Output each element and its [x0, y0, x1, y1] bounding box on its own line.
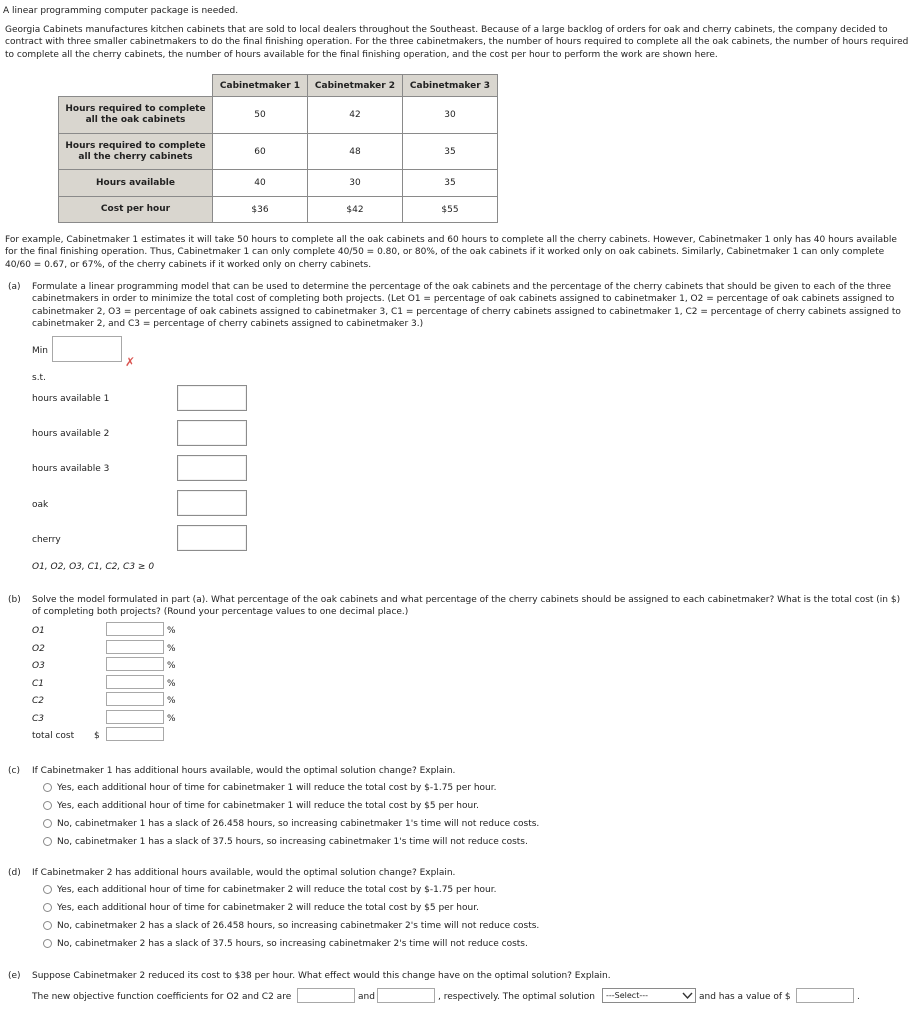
percent-unit: %	[167, 626, 176, 636]
table-cell: 40	[213, 170, 308, 197]
dollar-sign: $	[94, 731, 100, 741]
table-row	[59, 197, 498, 223]
problem-header: A linear programming computer package is needed.	[3, 6, 239, 16]
min-label: Min	[32, 346, 48, 356]
option-label[interactable]: No, cabinetmaker 2 has a slack of 37.5 hours, so increasing cabinetmaker 2's time will not reduce costs.	[57, 939, 528, 949]
var-label: C1	[32, 679, 45, 689]
option-label[interactable]: No, cabinetmaker 1 has a slack of 26.458 hours, so increasing cabinetmaker 1's time will not reduce costs.	[57, 819, 540, 829]
constraint-label: hours available 2	[32, 429, 110, 439]
constraint-label: hours available 3	[32, 464, 110, 474]
constraint-input-cherry[interactable]	[177, 525, 247, 551]
column-header: Cabinetmaker 1	[213, 75, 308, 97]
part-a-label: (a)	[8, 282, 21, 292]
table-cell: $42	[308, 197, 403, 223]
column-header: Cabinetmaker 3	[403, 75, 498, 97]
radio-button[interactable]	[43, 801, 52, 810]
row-label: Hours available	[59, 170, 213, 197]
var-label: O2	[32, 644, 45, 654]
var-label: C2	[32, 696, 45, 706]
part-e-question: Suppose Cabinetmaker 2 reduced its cost to $38 per hour. What effect would this change have on the optimal solution? Explain.	[32, 971, 611, 981]
var-label: C3	[32, 714, 45, 724]
value-input[interactable]	[796, 988, 854, 1003]
constraint-input-oak[interactable]	[177, 490, 247, 516]
table-cell: 48	[308, 134, 403, 170]
option-label[interactable]: Yes, each additional hour of time for cabinetmaker 2 will reduce the total cost by $5 per hour.	[57, 903, 479, 913]
radio-button[interactable]	[43, 885, 52, 894]
var-label: O1	[32, 626, 45, 636]
option-label[interactable]: Yes, each additional hour of time for cabinetmaker 2 will reduce the total cost by $-1.75 per hour.	[57, 885, 497, 895]
o2-coefficient-input[interactable]	[297, 988, 355, 1003]
percent-unit: %	[167, 714, 176, 724]
o2-input[interactable]	[106, 640, 164, 654]
table-row	[59, 134, 498, 170]
option-label[interactable]: No, cabinetmaker 2 has a slack of 26.458 hours, so increasing cabinetmaker 2's time will not reduce costs.	[57, 921, 540, 931]
incorrect-mark-icon: ✗	[125, 355, 136, 369]
option-label[interactable]: Yes, each additional hour of time for cabinetmaker 1 will reduce the total cost by $-1.75 per hour.	[57, 783, 497, 793]
table-cell: 30	[308, 170, 403, 197]
table-cell: 42	[308, 97, 403, 134]
row-label: Cost per hour	[59, 197, 213, 223]
constraint-input-hours-1[interactable]	[177, 385, 247, 411]
radio-button[interactable]	[43, 939, 52, 948]
part-c-label: (c)	[8, 766, 20, 776]
chevron-down-icon	[681, 989, 694, 1004]
table-cell: $55	[403, 197, 498, 223]
part-a-question: Formulate a linear programming model that can be used to determine the percentage of the oak cabinets and the percentage of the cherry cabinets that should be given to each of the three cabinetmakers in order to minimize the total cost of completing both projects. (Let O1 = percentage of oak cabinets assigned to cabinetmaker 1, O2 = percentage of oak cabinets assigned to cabinetmaker 2, O3 = percentage of oak cabinets assigned to cabinetmaker 3, C1 = percentage of cherry cabinets assigned to cabinetmaker 1, C2 = percentage of cherry cabinets assigned to cabinetmaker 2, and C3 = percentage of cherry cabinets assigned to cabinetmaker 3.)	[32, 282, 901, 329]
table-row	[59, 170, 498, 197]
table-corner	[59, 75, 213, 97]
solution-select[interactable]	[602, 988, 696, 1003]
row-label: Hours required to complete all the oak cabinets	[59, 97, 213, 134]
st-label: s.t.	[32, 373, 46, 383]
part-b-label: (b)	[8, 595, 21, 605]
radio-button[interactable]	[43, 783, 52, 792]
table-cell: 35	[403, 170, 498, 197]
constraint-input-hours-3[interactable]	[177, 455, 247, 481]
radio-button[interactable]	[43, 819, 52, 828]
constraint-input-hours-2[interactable]	[177, 420, 247, 446]
table-cell: 50	[213, 97, 308, 134]
constraint-label: hours available 1	[32, 394, 110, 404]
column-header: Cabinetmaker 2	[308, 75, 403, 97]
percent-unit: %	[167, 661, 176, 671]
table-cell: 35	[403, 134, 498, 170]
percent-unit: %	[167, 644, 176, 654]
select-value: ---Select---	[606, 991, 648, 1000]
percent-unit: %	[167, 696, 176, 706]
table-cell: 30	[403, 97, 498, 134]
constraint-label: oak	[32, 500, 49, 510]
final-period: .	[857, 992, 860, 1002]
table-cell: $36	[213, 197, 308, 223]
sentence-start: The new objective function coefficients for O2 and C2 are	[32, 992, 292, 1002]
table-cell: 60	[213, 134, 308, 170]
c2-coefficient-input[interactable]	[377, 988, 435, 1003]
radio-button[interactable]	[43, 837, 52, 846]
option-label[interactable]: No, cabinetmaker 1 has a slack of 37.5 hours, so increasing cabinetmaker 1's time will not reduce costs.	[57, 837, 528, 847]
objective-input[interactable]	[52, 336, 122, 362]
radio-button[interactable]	[43, 921, 52, 930]
c2-input[interactable]	[106, 692, 164, 706]
var-label: O3	[32, 661, 45, 671]
sentence-end: and has a value of $	[699, 992, 791, 1002]
part-e-label: (e)	[8, 971, 21, 981]
percent-unit: %	[167, 679, 176, 689]
c1-input[interactable]	[106, 675, 164, 689]
row-label: Hours required to complete all the cherry cabinets	[59, 134, 213, 170]
o3-input[interactable]	[106, 657, 164, 671]
part-b-question: Solve the model formulated in part (a). What percentage of the oak cabinets and what percentage of the cherry cabinets should be assigned to each cabinetmaker? What is the total cost (in $) of completing both projects? (Round your percentage values to one decimal place.)	[32, 595, 901, 618]
example-paragraph: For example, Cabinetmaker 1 estimates it will take 50 hours to complete all the oak cabinets and 60 hours to complete all the cherry cabinets. However, Cabinetmaker 1 only has 40 hours available for the final finishing operation. Thus, Cabinetmaker 1 can only complete 40/50 = 0.80, or 80%, of the oak cabinets if it worked only on oak cabinets. Similarly, Cabinetmaker 1 can only complete 40/60 = 0.67, or 67%, of the cherry cabinets if it worked only on cherry cabinets.	[5, 235, 897, 270]
table-row	[59, 97, 498, 134]
cabinetmaker-table	[58, 74, 498, 223]
part-d-question: If Cabinetmaker 2 has additional hours available, would the optimal solution change? Explain.	[32, 868, 456, 878]
sentence-mid: , respectively. The optimal solution	[438, 992, 595, 1002]
part-d-label: (d)	[8, 868, 21, 878]
part-c-question: If Cabinetmaker 1 has additional hours available, would the optimal solution change? Explain.	[32, 766, 456, 776]
c3-input[interactable]	[106, 710, 164, 724]
radio-button[interactable]	[43, 903, 52, 912]
o1-input[interactable]	[106, 622, 164, 636]
intro-paragraph: Georgia Cabinets manufactures kitchen cabinets that are sold to local dealers throughout the Southeast. Because of a large backlog of orders for oak and cherry cabinets, the company decided to contract with three smaller cabinetmakers to do the final finishing operation. For the three cabinetmakers, the number of hours required to complete all the oak cabinets, the number of hours required to complete all the cherry cabinets, the number of hours available for the final finishing operation, and the cost per hour to perform the work are shown here.	[5, 25, 909, 60]
constraint-label: cherry	[32, 535, 61, 545]
total-cost-label: total cost	[32, 731, 75, 741]
nonnegativity-label: O1, O2, O3, C1, C2, C3 ≥ 0	[32, 562, 155, 572]
and-word: and	[358, 992, 375, 1002]
total-cost-input[interactable]	[106, 727, 164, 741]
option-label[interactable]: Yes, each additional hour of time for cabinetmaker 1 will reduce the total cost by $5 per hour.	[57, 801, 479, 811]
